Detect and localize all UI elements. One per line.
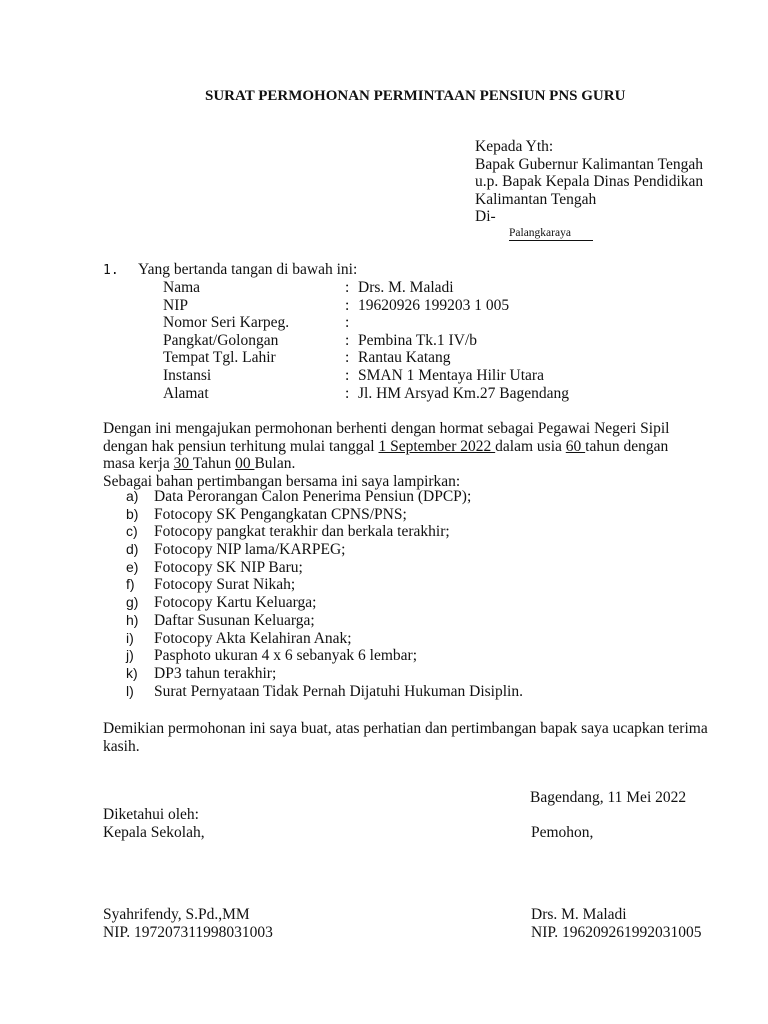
principal-nip: NIP. 197207311998031003	[103, 923, 273, 941]
principal-signature	[103, 906, 273, 941]
list-text: Fotocopy pangkat terakhir dan berkala terakhir;	[154, 523, 450, 541]
list-text: Fotocopy Kartu Keluarga;	[154, 594, 317, 612]
field-value: Pembina Tk.1 IV/b	[358, 331, 477, 349]
section-number: 1.	[103, 263, 119, 278]
list-letter: a)	[126, 488, 139, 504]
list-letter: d)	[126, 541, 139, 558]
list-letter: b)	[126, 505, 139, 522]
field-value: Drs. M. Maladi	[358, 279, 454, 296]
applicant-nip: NIP. 196209261992031005	[531, 923, 702, 941]
paragraph-line: Sebagai bahan pertimbangan bersama ini saya lampirkan:	[103, 472, 461, 490]
text-span: tahun dengan	[585, 437, 669, 455]
list-text: Daftar Susunan Keluarga;	[154, 611, 315, 629]
months-value: 00	[235, 455, 255, 473]
principal-title: Kepala Sekolah,	[103, 823, 205, 841]
list-letter: i)	[126, 629, 134, 646]
closing-paragraph	[103, 720, 708, 755]
paragraph-line	[103, 455, 669, 473]
recipient-line: u.p. Bapak Kepala Dinas Pendidikan	[475, 173, 704, 191]
list-text: Fotocopy Surat Nikah;	[154, 576, 296, 594]
field-separator: :	[345, 296, 350, 314]
field-separator: :	[345, 366, 350, 384]
field-separator: :	[345, 384, 350, 402]
list-letter: e)	[126, 558, 139, 575]
recipient-line: Kalimantan Tengah	[475, 190, 597, 208]
list-letter: f)	[126, 576, 135, 593]
paragraph-line	[103, 438, 669, 456]
field-value: SMAN 1 Mentaya Hilir Utara	[358, 366, 544, 384]
list-text: Fotocopy SK NIP Baru;	[154, 558, 303, 576]
field-label: NIP	[163, 296, 188, 314]
field-value: Jl. HM Arsyad Km.27 Bagendang	[358, 384, 569, 402]
applicant-name: Drs. M. Maladi	[531, 906, 627, 923]
list-text: Data Perorangan Calon Penerima Pensiun (DPCP);	[154, 488, 472, 505]
applicant-signature	[531, 906, 702, 941]
list-text: Pasphoto ukuran 4 x 6 sebanyak 6 lembar;	[154, 647, 418, 665]
list-letter: l)	[126, 682, 134, 699]
intro-text: Yang bertanda tangan di bawah ini:	[138, 261, 358, 278]
field-separator: :	[345, 279, 350, 296]
principal-heading	[103, 806, 205, 841]
document-title: SURAT PERMOHONAN PERMINTAAN PENSIUN PNS GURU	[205, 88, 626, 104]
field-label: Tempat Tgl. Lahir	[163, 349, 276, 367]
field-label: Nomor Seri Karpeg.	[163, 314, 290, 332]
list-letter: h)	[126, 611, 139, 628]
list-letter: k)	[126, 664, 138, 681]
list-text: Fotocopy SK Pengangkatan CPNS/PNS;	[154, 505, 407, 523]
recipient-line: Di-	[475, 208, 496, 226]
years-value: 30	[173, 455, 193, 473]
field-separator: :	[345, 349, 350, 367]
recipient-line: Bapak Gubernur Kalimantan Tengah	[475, 155, 704, 173]
applicant-heading	[531, 824, 593, 842]
text-span: dalam usia	[495, 437, 566, 455]
list-letter: c)	[126, 523, 138, 540]
list-text: Fotocopy Akta Kelahiran Anak;	[154, 629, 352, 647]
recipient-city: Palangkaraya	[509, 226, 593, 241]
field-label: Pangkat/Golongan	[163, 331, 279, 349]
field-separator: :	[345, 314, 350, 332]
text-span: Tahun	[192, 455, 236, 473]
text-span: dengan hak pensiun terhitung mulai tanggal	[103, 437, 379, 455]
field-separator: :	[345, 331, 350, 349]
list-letter: g)	[126, 594, 139, 611]
field-label: Instansi	[163, 366, 212, 384]
list-text: DP3 tahun terakhir;	[154, 664, 277, 682]
list-letter: j)	[126, 647, 134, 664]
date-place: Bagendang, 11 Mei 2022	[530, 789, 687, 806]
field-label: Nama	[163, 279, 201, 296]
field-label: Alamat	[163, 384, 209, 402]
list-text: Surat Pernyataan Tidak Pernah Dijatuhi Hukuman Disiplin.	[154, 682, 523, 700]
applicant-title: Pemohon,	[531, 824, 594, 841]
text-span: masa kerja	[103, 455, 174, 473]
request-paragraph	[103, 420, 669, 490]
field-value: Rantau Katang	[358, 349, 451, 367]
list-text: Fotocopy NIP lama/KARPEG;	[154, 541, 346, 559]
known-by-label: Diketahui oleh:	[103, 806, 199, 823]
principal-name: Syahrifendy, S.Pd.,MM	[103, 906, 250, 923]
age-value: 60	[565, 437, 586, 455]
field-value: 19620926 199203 1 005	[358, 296, 510, 314]
text-span: Bulan.	[254, 455, 296, 473]
recipient-block	[475, 138, 703, 226]
closing-line: kasih.	[103, 737, 140, 755]
pension-date: 1 September 2022	[378, 437, 496, 455]
recipient-line: Kepada Yth:	[475, 138, 554, 155]
closing-line: Demikian permohonan ini saya buat, atas perhatian dan pertimbangan bapak saya ucapkan terima	[103, 720, 708, 737]
paragraph-line: Dengan ini mengajukan permohonan berhenti dengan hormat sebagai Pegawai Negeri Sipil	[103, 420, 670, 437]
